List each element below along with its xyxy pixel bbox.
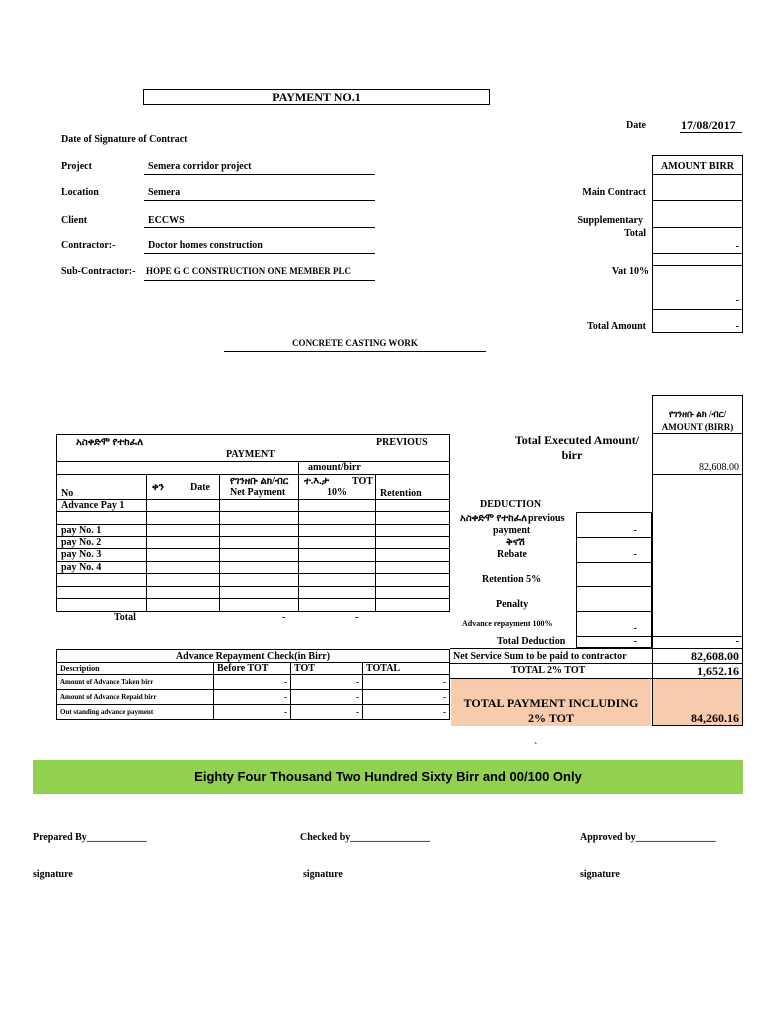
date-value: 17/08/2017: [681, 118, 736, 132]
page-title: PAYMENT NO.1: [143, 89, 490, 105]
total-net-value: -: [282, 612, 286, 623]
table-row: Amount of Advance Taken birr: [57, 675, 214, 690]
row-label: pay No. 1: [61, 525, 102, 536]
col-before-tot: Before TOT: [214, 663, 291, 675]
total-value: -: [735, 241, 739, 252]
checked-by: Checked by________________: [300, 832, 431, 843]
amount-in-words: Eighty Four Thousand Two Hundred Sixty Birr and 00/100 Only: [33, 760, 743, 794]
col-tot: TOT: [352, 476, 373, 487]
location-label: Location: [61, 187, 99, 198]
table-row: Out standing advance payment: [57, 705, 214, 720]
previous-label: PREVIOUS: [376, 437, 428, 448]
prev-en: previous: [528, 513, 565, 524]
executed-title2: birr: [561, 448, 583, 462]
total-deduction-value-b: -: [735, 636, 739, 647]
total-deduction-label: Total Deduction: [497, 636, 566, 647]
row-label: pay No. 4: [61, 562, 102, 573]
table-cell: -: [214, 705, 291, 720]
row-label: Advance Pay 1: [61, 500, 125, 511]
net-service-label: Net Service Sum to be paid to contractor: [453, 651, 627, 662]
total-amount-value: -: [735, 321, 739, 332]
net-service-value: 82,608.00: [691, 649, 739, 663]
table-row: Amount of Advance Repaid birr: [57, 690, 214, 705]
rebate-label: Rebate: [497, 549, 527, 560]
contractor-label: Contractor:-: [61, 240, 116, 251]
col-date: Date: [190, 482, 210, 493]
advance-repay-value: -: [633, 623, 637, 634]
retention-label: Retention 5%: [482, 574, 542, 585]
project-value: Semera corridor project: [148, 161, 252, 172]
table-cell: -: [363, 690, 450, 705]
prepared-by: Prepared By____________: [33, 832, 147, 843]
total-tot-value: -: [355, 612, 359, 623]
prev-am: አስቀድሞ የተከፈለ: [460, 513, 528, 524]
amount-am: የገንዘቡ ልክ /ብር/: [668, 409, 727, 419]
signature-approved: signature: [580, 869, 620, 880]
executed-value: 82,608.00: [699, 462, 739, 473]
signature-prepared: signature: [33, 869, 73, 880]
grand-total-label2: 2% TOT: [528, 711, 574, 725]
tot-value: 1,652.16: [697, 664, 739, 678]
vat-label: Vat 10%: [611, 266, 649, 277]
col-tot: TOT: [291, 663, 363, 675]
total-label: Total: [624, 228, 646, 239]
table-cell: -: [291, 675, 363, 690]
table-cell: -: [214, 690, 291, 705]
table-cell: -: [214, 675, 291, 690]
row-label: pay No. 3: [61, 549, 102, 560]
deduction-label: DEDUCTION: [480, 499, 542, 510]
prev-en2: payment: [493, 525, 531, 536]
main-contract-label: Main Contract: [582, 187, 646, 198]
col-description: Description: [57, 663, 214, 675]
signature-checked: signature: [303, 869, 343, 880]
client-value: ECCWS: [148, 215, 185, 226]
col-retention: Retention: [380, 488, 422, 499]
col-net: Net Payment: [230, 487, 286, 498]
approved-by: Approved by________________: [580, 832, 716, 843]
table-cell: -: [291, 690, 363, 705]
subcontractor-value: HOPE G C CONSTRUCTION ONE MEMBER PLC: [146, 266, 352, 276]
col-total: TOTAL: [363, 663, 450, 675]
total-deduction-value-a: -: [633, 636, 637, 647]
table-cell: -: [363, 675, 450, 690]
col-tot-pct: 10%: [327, 487, 347, 498]
contractor-value: Doctor homes construction: [148, 240, 263, 251]
supplementary-label: Supplementary: [577, 215, 643, 226]
contract-signature-label: Date of Signature of Contract: [61, 134, 188, 145]
grand-total-value: 84,260.16: [691, 711, 739, 725]
payment-label: PAYMENT: [226, 449, 275, 460]
amount-birr-label: amount/birr: [308, 462, 361, 473]
table-cell: -: [363, 705, 450, 720]
tot-label: TOTAL 2% TOT: [511, 665, 586, 676]
col-tot-am: ተ.እ.ታ: [304, 476, 330, 487]
grand-total-label1: TOTAL PAYMENT INCLUDING: [463, 696, 639, 710]
work-title: CONCRETE CASTING WORK: [292, 338, 418, 348]
row-label: pay No. 2: [61, 537, 102, 548]
total-row-label: Total: [114, 612, 136, 623]
advance-check-title: Advance Repayment Check(in Birr): [57, 650, 450, 663]
location-value: Semera: [148, 187, 181, 198]
tick-mark: `: [534, 742, 538, 753]
previous-payment-am: አስቀድሞ የተከፈለ: [76, 437, 144, 448]
total-amount-label: Total Amount: [587, 321, 646, 332]
advance-repay-label: Advance repayment 100%: [462, 619, 553, 628]
advance-check-table: [56, 649, 450, 720]
rebate-am: ቅናሽ: [506, 537, 525, 548]
subcontractor-label: Sub-Contractor:-: [61, 266, 136, 277]
vat-value: -: [735, 295, 739, 306]
col-no: No: [61, 488, 74, 499]
client-label: Client: [61, 215, 88, 226]
amount-birr-header: AMOUNT BIRR: [661, 161, 734, 172]
table-cell: -: [291, 705, 363, 720]
prev-value: -: [633, 525, 637, 536]
penalty-label: Penalty: [496, 599, 529, 610]
project-label: Project: [61, 161, 92, 172]
amount-header: AMOUNT (BIRR): [661, 422, 734, 432]
rebate-value: -: [633, 549, 637, 560]
col-net-am: የገንዘቡ ልክ/ብር: [230, 476, 289, 487]
date-label: Date: [626, 120, 646, 131]
executed-title: Total Executed Amount/: [514, 433, 640, 447]
col-date-am: ቀን: [152, 482, 164, 493]
